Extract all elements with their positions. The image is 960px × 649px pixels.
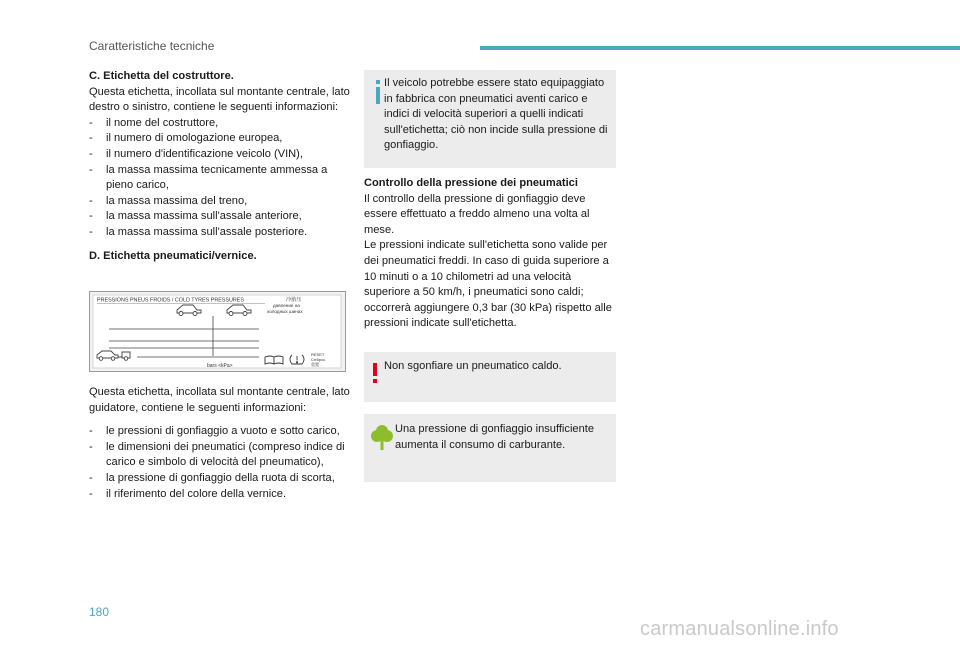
list-item: - il numero d'identificazione veicolo (VIN), xyxy=(89,147,303,160)
list-item: - il numero di omologazione europea, xyxy=(89,132,283,145)
header-accent-bar xyxy=(480,46,960,50)
tyre-pressure-label-image xyxy=(89,291,346,372)
label-reset-3: 重置 xyxy=(311,362,319,367)
label-cn: 冷胎压 xyxy=(286,297,302,303)
list-item: - la pressione di gonfiaggio della ruota di scorta, xyxy=(89,471,335,484)
label-reset-2: Cπ6poc xyxy=(311,357,326,362)
left-column-lower xyxy=(89,385,351,502)
list-item: - la massa massima sull'assale posteriore. xyxy=(89,225,308,238)
section-d-list xyxy=(89,424,351,502)
label-title: PRESSIONS PNEUS FROIDS / COLD TYRES PRESSURES xyxy=(97,297,244,304)
section-c-heading: C. Etichetta del costruttore. xyxy=(89,70,234,82)
watermark: carmanualsonline.info xyxy=(640,618,839,640)
eco-note-text: Una pressione di gonfiaggio insufficiente aumenta il consumo di carburante. xyxy=(395,423,594,451)
pressure-check-section xyxy=(364,176,618,332)
warning-note-box xyxy=(364,352,616,402)
list-item: - le pressioni di gonfiaggio a vuoto e sotto carico, xyxy=(89,425,340,438)
left-column xyxy=(89,69,351,264)
info-note-text: Il veicolo potrebbe essere stato equipaggiato in fabbrica con pneumatici aventi carico e indici di velocità superiori a quelli indicati sull'etichetta; ciò non incide sulla pressione di gonfiaggio. xyxy=(384,77,608,152)
section-c-intro: Questa etichetta, incollata sul montante centrale, lato destro o sinistro, contiene le seguenti informazioni: xyxy=(89,85,350,114)
label-ru-1: давление на xyxy=(273,303,300,308)
pressure-check-para-1: Il controllo della pressione di gonfiaggio deve essere effettuato a freddo almeno una volta al mese. xyxy=(364,192,590,236)
pressure-check-para-2: Le pressioni indicate sull'etichetta sono valide per dei pneumatici freddi. In caso di guida superiore a 10 minuti o a 10 chilometri ad una velocità superiore a 50 km/h, i pneumatici sono caldi; occorrerà aggiungere 0,3 bar (30 kPa) rispetto alle pressioni indicate sull'etichetta. xyxy=(364,239,612,330)
info-icon xyxy=(374,80,382,104)
header-title: Caratteristiche tecniche xyxy=(89,39,215,53)
list-item: - la massa massima tecnicamente ammessa a pieno carico, xyxy=(89,163,328,192)
warning-exclamation-icon xyxy=(371,363,379,383)
list-item: - la massa massima sull'assale anteriore, xyxy=(89,210,302,223)
eco-note-box xyxy=(364,414,616,482)
list-item: - il nome del costruttore, xyxy=(89,116,219,129)
label-reset-1: RESET xyxy=(311,352,325,357)
warning-note-text: Non sgonfiare un pneumatico caldo. xyxy=(384,360,562,372)
list-item: - la massa massima del treno, xyxy=(89,194,248,207)
label-ru-2: холодных шинах xyxy=(267,309,303,314)
list-item: - il riferimento del colore della vernice. xyxy=(89,487,287,500)
page-number: 180 xyxy=(89,605,110,619)
info-note-box xyxy=(364,70,616,168)
section-d-intro: Questa etichetta, incollata sul montante centrale, lato guidatore, contiene le seguenti informazioni: xyxy=(89,386,350,414)
section-d-heading: D. Etichetta pneumatici/vernice. xyxy=(89,249,257,262)
pressure-check-heading: Controllo della pressione dei pneumatici xyxy=(364,177,578,189)
section-c-list xyxy=(89,116,351,241)
tree-icon xyxy=(371,424,393,450)
label-units: bars <kPa> xyxy=(207,363,233,369)
list-item: - le dimensioni dei pneumatici (compreso indice di carico e simbolo di velocità del pneumatico), xyxy=(89,440,345,469)
